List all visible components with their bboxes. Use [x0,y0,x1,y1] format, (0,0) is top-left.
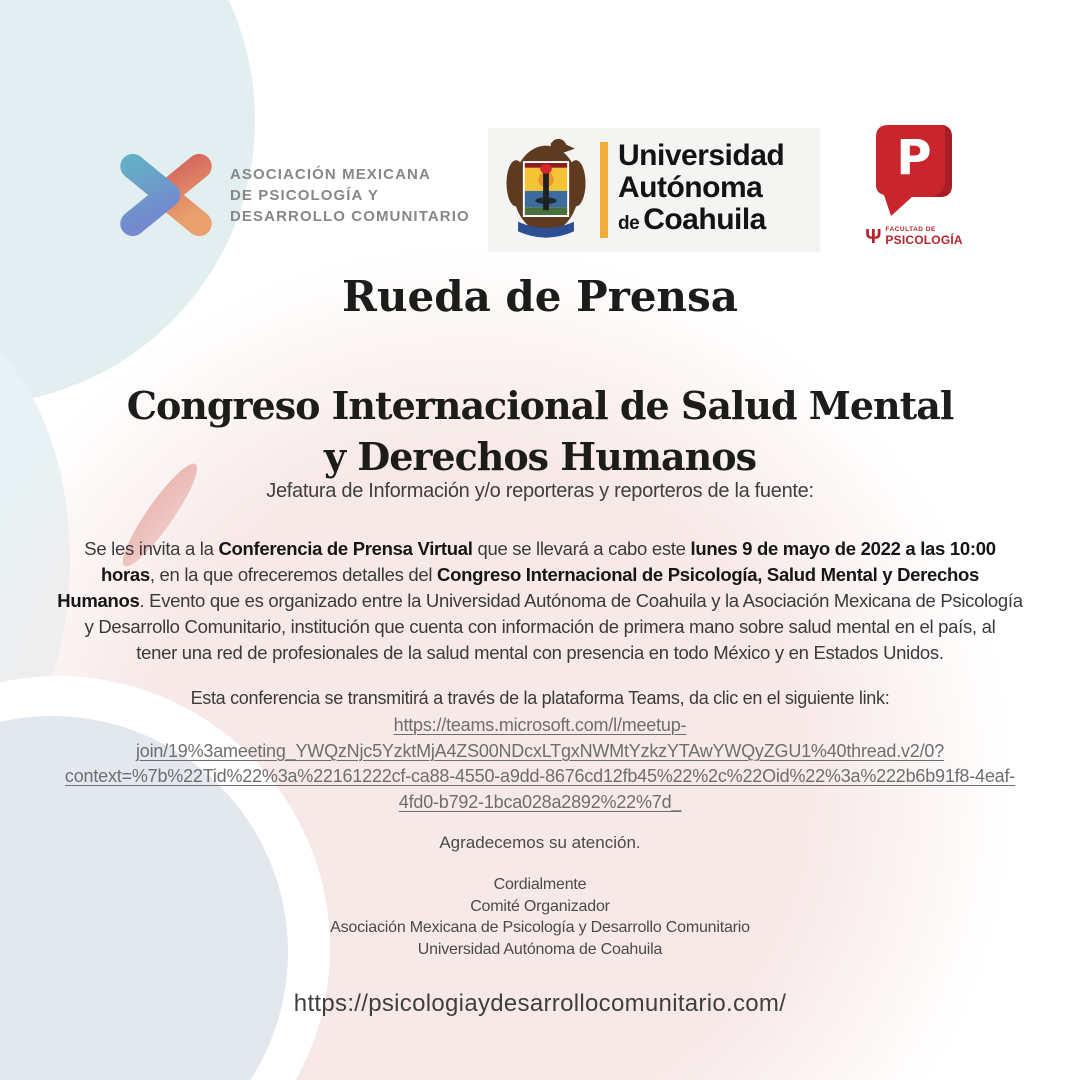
uadec-crest-icon [502,137,590,243]
uadec-word-de: de [618,213,640,234]
facultad-psicologia-logo [866,124,962,247]
thanks-line: Agradecemos su atención. [439,833,641,852]
closing-signature-line: Universidad Autónoma de Coahuila [417,940,663,958]
psicologia-p-letter: P [896,130,932,186]
main-title [0,380,1080,482]
paragraph-line: tener una red de profesionales de la salud mental con presencia en todo México y en Estados Unidos. [136,642,944,663]
subtitle: Jefatura de Información y/o reporteras y reporteros de la fuente: [266,480,814,502]
ampdc-logo-text-line: ASOCIACIÓN MEXICANA [230,165,431,183]
uadec-gold-divider [600,142,608,238]
uadec-word-universidad: Universidad [618,139,785,172]
main-title-line-2: y Derechos Humanos [323,434,757,479]
psi-icon: Ψ [865,225,882,248]
uadec-word-coahuila-bold: Coahuila [643,203,766,236]
closing-signature-line: Comité Organizador [470,897,610,915]
teams-meeting-link[interactable] [0,713,1080,815]
teams-meeting-link-line[interactable]: context=%7b%22Tid%22%3a%22161222cf-ca88-4550-a9dd-8676cd12fb45%22%2c%22Oid%22%3a%222b6b91f8-4eaf- [64,766,1016,786]
ampdc-logo-icon [118,152,214,238]
teams-meeting-link-line[interactable]: join/19%3ameeting_YWQzNjc5YzktMjA4ZS00NDcxLTgxNWMtYzkzYTAwYWQyZGU1%40thread.v2/0? [135,740,945,761]
paragraph-line: Se les invita a la Conferencia de Prensa Virtual que se llevará a cabo este lunes 9 de mayo de 2022 a las 10:00 [84,538,996,559]
uadec-logo [488,128,820,252]
closing-signature-line: Cordialmente [493,876,587,893]
kicker-title: Rueda de Prensa [342,272,738,321]
paragraph-line: horas, en la que ofreceremos detalles del Congreso Internacional de Psicología, Salud Mental y Derechos [100,564,979,585]
closing-signature [0,874,1080,960]
uadec-logo-text [618,140,784,240]
paragraph-line: y Desarrollo Comunitario, institución que cuenta con información de primera mano sobre salud mental en el país, al [84,616,996,637]
main-title-line-1: Congreso Internacional de Salud Mental [126,383,954,428]
invitation-paragraph [0,536,1080,666]
teams-meeting-link-line[interactable]: 4fd0-b792-1bca028a2892%22%7d_ [398,791,682,812]
paragraph-line: Humanos. Evento que es organizado entre la Universidad Autónoma de Coahuila y la Asociación Mexicana de Psicología [57,590,1023,611]
facultad-caption [866,226,962,247]
facultad-caption-top: FACULTAD DE [885,226,936,233]
ampdc-logo-text-line: DESARROLLO COMUNITARIO [230,207,470,225]
website-url[interactable]: https://psicologiaydesarrollocomunitario.com/ [293,990,787,1017]
closing-signature-line: Asociación Mexicana de Psicología y Desarrollo Comunitario [330,919,750,936]
uadec-word-autonoma: Autónoma [618,171,763,204]
facultad-caption-bottom: PSICOLOGÍA [885,233,963,247]
uadec-word-coahuila [618,204,784,240]
ampdc-logo [118,152,470,238]
ampdc-logo-text [230,164,470,227]
psicologia-bubble [875,124,953,216]
teams-meeting-link-line[interactable]: https://teams.microsoft.com/l/meetup- [393,715,687,735]
teams-instruction: Esta conferencia se transmitirá a través de la plataforma Teams, da clic en el siguiente link: [190,688,890,708]
ampdc-logo-text-line: DE PSICOLOGÍA Y [230,186,380,204]
